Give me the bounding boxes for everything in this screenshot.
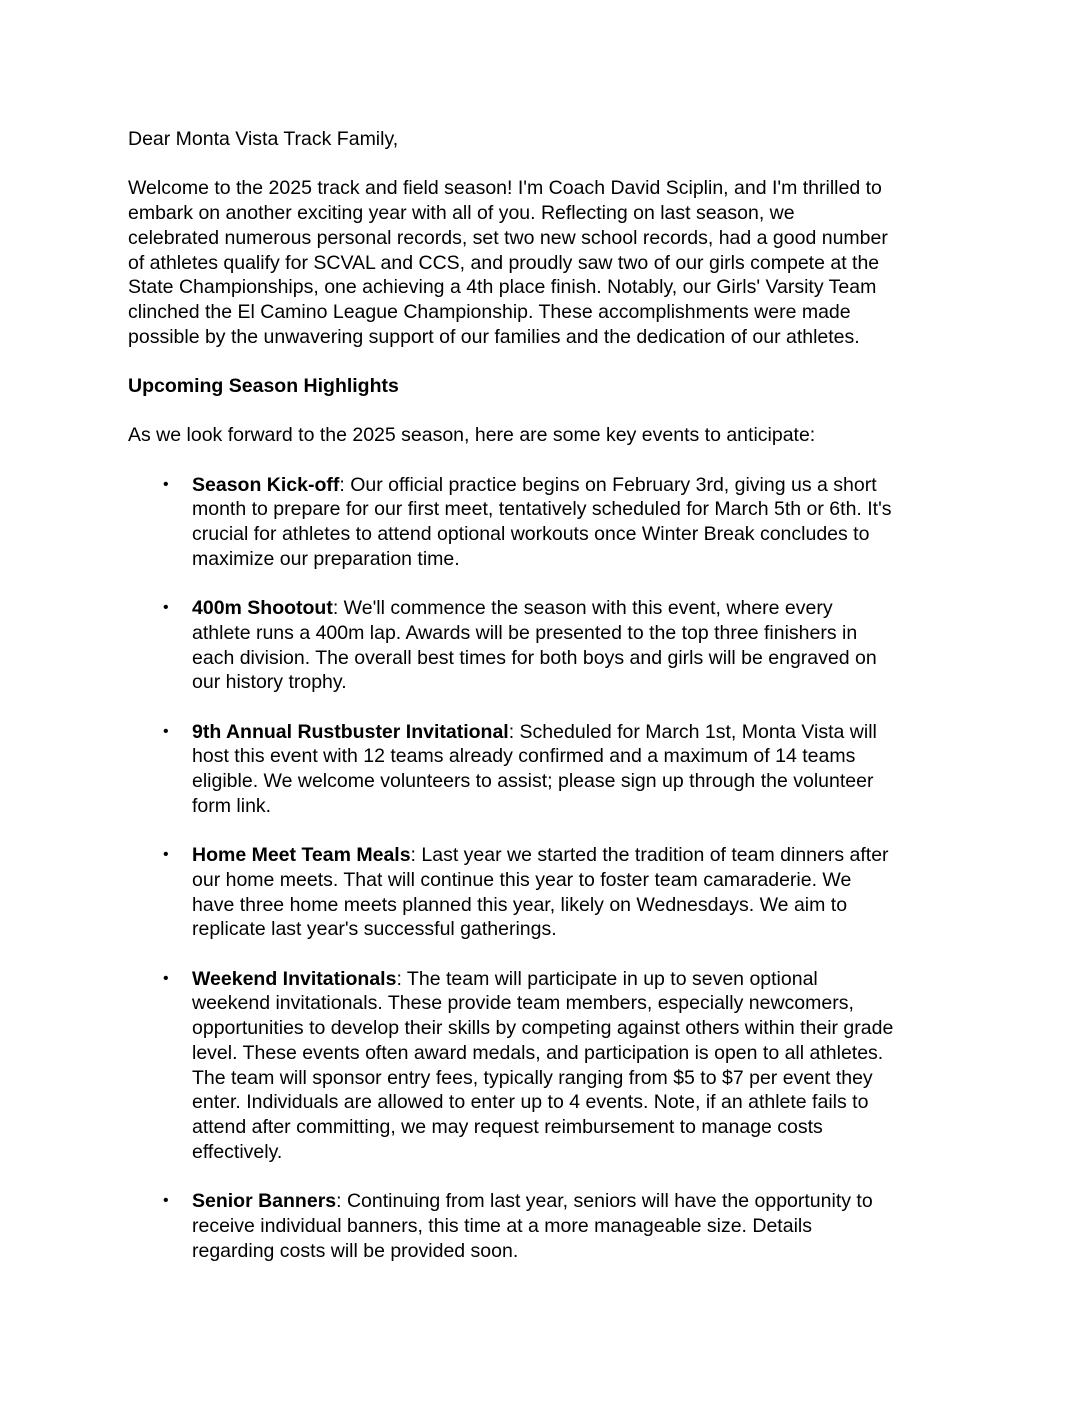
item-first-line bbox=[192, 1189, 968, 1214]
item-line: our history trophy. bbox=[192, 671, 347, 694]
item-title: Season Kick-off bbox=[192, 473, 340, 496]
item-line: effectively. bbox=[192, 1140, 283, 1163]
highlights-list bbox=[128, 473, 968, 1263]
item-line: attend after committing, we may request reimbursement to manage costs bbox=[192, 1116, 823, 1138]
item-text: : Scheduled for March 1st, Monta Vista will bbox=[508, 720, 877, 743]
item-text: : We'll commence the season with this event, where every bbox=[332, 597, 833, 620]
item-line: enter. Individuals are allowed to enter up to 4 events. Note, if an athlete fails to bbox=[192, 1091, 869, 1114]
list-item bbox=[128, 596, 968, 695]
item-line: our home meets. That will continue this year to foster team camaraderie. We bbox=[192, 868, 852, 891]
item-line: replicate last year's successful gatherings. bbox=[192, 918, 557, 941]
item-line: opportunities to develop their skills by competing against others within their grade bbox=[192, 1017, 894, 1040]
intro-line: State Championships, one achieving a 4th place finish. Notably, our Girls' Varsity Team bbox=[128, 276, 877, 299]
item-first-line bbox=[192, 596, 968, 621]
item-line: month to prepare for our first meet, tentatively scheduled for March 5th or 6th. It's bbox=[192, 498, 892, 521]
item-text: : Our official practice begins on February 3rd, giving us a short bbox=[339, 473, 877, 496]
list-item bbox=[128, 1189, 968, 1263]
letter-page bbox=[128, 127, 968, 1288]
item-line: regarding costs will be provided soon. bbox=[192, 1239, 519, 1262]
item-line: crucial for athletes to attend optional workouts once Winter Break concludes to bbox=[192, 523, 870, 546]
item-text: : The team will participate in up to seven optional bbox=[396, 967, 818, 990]
item-line: maximize our preparation time. bbox=[192, 547, 460, 570]
intro-line: clinched the El Camino League Championship. These accomplishments were made bbox=[128, 300, 851, 323]
item-line: athlete runs a 400m lap. Awards will be presented to the top three finishers in bbox=[192, 621, 858, 644]
item-line: receive individual banners, this time at a more manageable size. Details bbox=[192, 1214, 812, 1237]
item-line: eligible. We welcome volunteers to assist; please sign up through the volunteer bbox=[192, 770, 874, 793]
section-heading: Upcoming Season Highlights bbox=[128, 375, 399, 397]
item-text: : Last year we started the tradition of team dinners after bbox=[410, 844, 889, 867]
list-item bbox=[128, 720, 968, 819]
item-line: host this event with 12 teams already confirmed and a maximum of 14 teams bbox=[192, 745, 856, 768]
bullet-icon: • bbox=[163, 846, 169, 864]
item-line: each division. The overall best times for both boys and girls will be engraved on bbox=[192, 646, 877, 669]
item-text: : Continuing from last year, seniors will have the opportunity to bbox=[336, 1190, 873, 1213]
item-first-line bbox=[192, 843, 968, 868]
bullet-icon: • bbox=[163, 475, 169, 493]
list-item bbox=[128, 967, 968, 1165]
section-lead: As we look forward to the 2025 season, here are some key events to anticipate: bbox=[128, 424, 816, 447]
bullet-icon: • bbox=[163, 1192, 169, 1210]
item-title: Senior Banners bbox=[192, 1190, 337, 1213]
item-line: form link. bbox=[192, 794, 272, 817]
bullet-icon: • bbox=[163, 599, 169, 617]
intro-line: celebrated numerous personal records, set two new school records, had a good number bbox=[128, 226, 888, 249]
item-line: weekend invitationals. These provide team members, especially newcomers, bbox=[192, 992, 854, 1015]
item-title: 9th Annual Rustbuster Invitational bbox=[192, 720, 509, 743]
list-item bbox=[128, 843, 968, 942]
bullet-icon: • bbox=[163, 969, 169, 987]
intro-line: possible by the unwavering support of our families and the dedication of our athletes. bbox=[128, 325, 860, 348]
bullet-icon: • bbox=[163, 722, 169, 740]
item-title: Weekend Invitationals bbox=[192, 967, 397, 990]
item-first-line bbox=[192, 473, 968, 498]
intro-line: Welcome to the 2025 track and field season! I'm Coach David Sciplin, and I'm thrilled to bbox=[128, 177, 882, 200]
item-title: Home Meet Team Meals bbox=[192, 844, 411, 867]
salutation: Dear Monta Vista Track Family, bbox=[128, 128, 399, 150]
item-line: level. These events often award medals, and participation is open to all athletes. bbox=[192, 1041, 884, 1064]
item-first-line bbox=[192, 720, 968, 745]
list-item bbox=[128, 473, 968, 572]
item-line: have three home meets planned this year, likely on Wednesdays. We aim to bbox=[192, 893, 848, 916]
item-first-line bbox=[192, 967, 968, 992]
item-title: 400m Shootout bbox=[192, 597, 333, 620]
item-line: The team will sponsor entry fees, typically ranging from $5 to $7 per event they bbox=[192, 1066, 873, 1089]
intro-line: of athletes qualify for SCVAL and CCS, and proudly saw two of our girls compete at the bbox=[128, 251, 880, 274]
intro-line: embark on another exciting year with all of you. Reflecting on last season, we bbox=[128, 202, 795, 225]
intro-paragraph bbox=[128, 176, 968, 349]
